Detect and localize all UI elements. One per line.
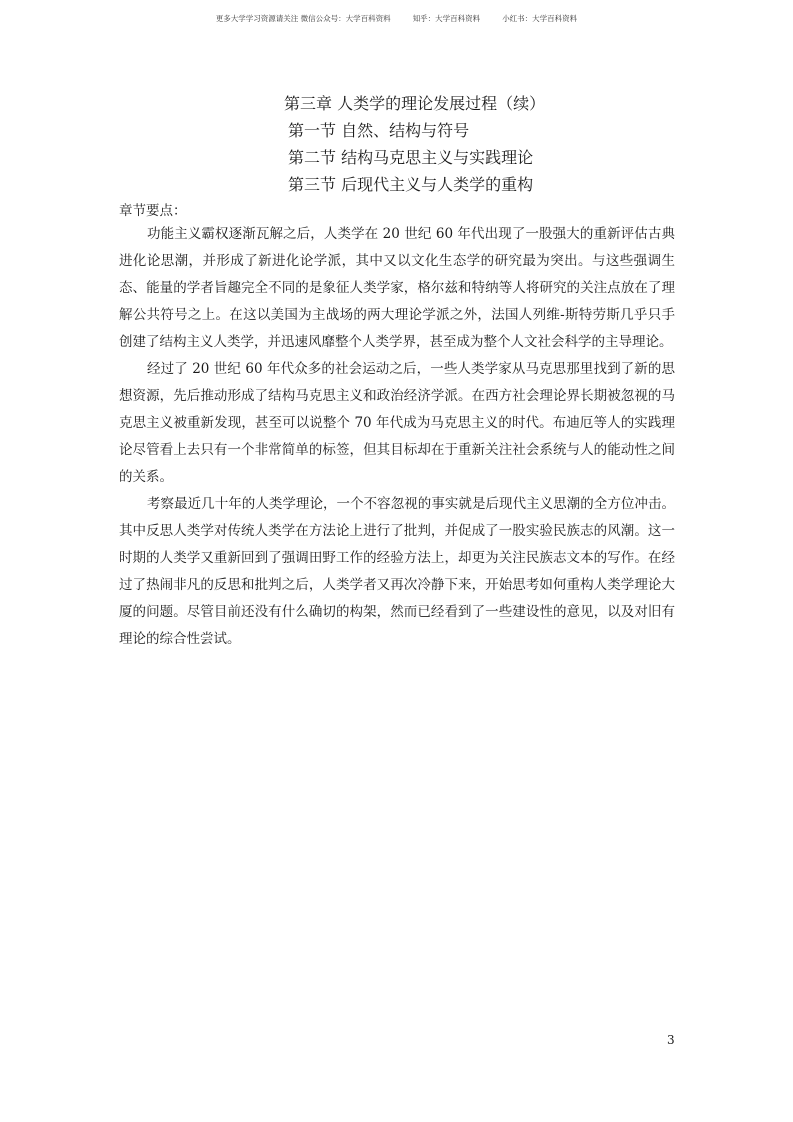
header-zhihu-note: 知乎：大学百科资料 <box>412 14 481 23</box>
section-title: 第二节 结构马克思主义与实践理论 <box>288 148 534 167</box>
chapter-title: 第三章 人类学的理论发展过程（续） <box>284 94 546 113</box>
section-title: 第一节 自然、结构与符号 <box>288 121 470 140</box>
paragraph: 功能主义霸权逐渐瓦解之后，人类学在 20 世纪 60 年代出现了一股强大的重新评估古典进化论思潮，并形成了新进化论学派，其中又以文化生态学的研究最为突出。与这些强调生态、能量的学者旨趣完全不同的是象征人类学家，格尔兹和特纳等人将研究的关注点放在了理解公共符号之上。在这以美国为主战场的两大理论学派之外，法国人列维-斯特劳斯几乎只手创建了结构主义人类学，并迅速风靡整个人类学界，甚至成为整个人文社会科学的主导理论。 <box>119 226 675 350</box>
header-xiaohongshu-note: 小红书：大学百科资料 <box>502 14 578 23</box>
header-wechat-note: 更多大学学习资源请关注 微信公众号：大学百科资料 <box>215 14 391 23</box>
page-header <box>0 13 793 24</box>
body-text <box>119 221 675 653</box>
page-number: 3 <box>667 1033 675 1047</box>
summary-label: 章节要点： <box>119 203 187 219</box>
paragraph: 考察最近几十年的人类学理论，一个不容忽视的事实就是后现代主义思潮的全方位冲击。其中反思人类学对传统人类学在方法论上进行了批判，并促成了一股实验民族志的风潮。这一时期的人类学又重新回到了强调田野工作的经验方法上，却更为关注民族志文本的写作。在经过了热闹非凡的反思和批判之后，人类学者又再次冷静下来，开始思考如何重构人类学理论大厦的问题。尽管目前还没有什么确切的构架，然而已经看到了一些建设性的意见，以及对旧有理论的综合性尝试。 <box>119 496 675 647</box>
section-title: 第三节 后现代主义与人类学的重构 <box>288 175 534 194</box>
paragraph: 经过了 20 世纪 60 年代众多的社会运动之后，一些人类学家从马克思那里找到了新的思想资源，先后推动形成了结构马克思主义和政治经济学派。在西方社会理论界长期被忽视的马克思主义被重新发现，甚至可以说整个 70 年代成为马克思主义的时代。布迪厄等人的实践理论尽管看上去只有一个非常简单的标签，但其目标却在于重新关注社会系统与人的能动性之间的关系。 <box>119 361 675 485</box>
